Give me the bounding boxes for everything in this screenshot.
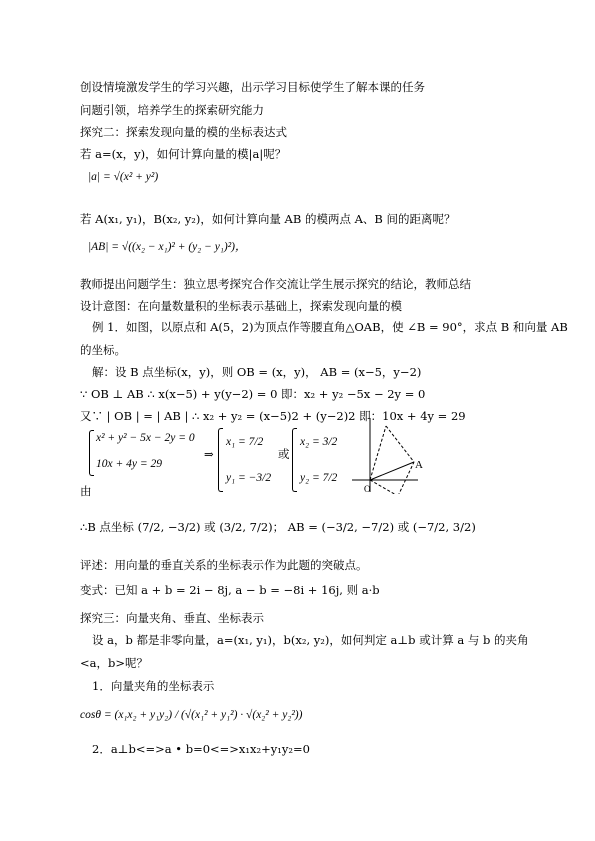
brace-left (89, 430, 94, 476)
solution-line: 又∵ | OB | = | AB | ∴ x₂ + y₂ = (x−5)2 + (y−2)2 即：10x + 4y = 29 (80, 409, 466, 423)
text-line: <a，b>呢？ (80, 656, 148, 670)
subheading: 1．向量夹角的坐标表示 (92, 679, 215, 693)
text-line: 的坐标。 (80, 343, 126, 357)
or-word: 或 (278, 447, 290, 461)
system-eq1: x² + y² − 5x − 2y = 0 (96, 432, 195, 444)
solution-x1: x₁ = 7/2 (226, 436, 264, 448)
text-line: 若 a=(x，y)，如何计算向量的模|a|呢？ (80, 147, 287, 161)
formula-vector-modulus: |a| = √(x² + y²) (88, 171, 159, 183)
text-line: 由 (80, 484, 92, 498)
solution-line: ∵ OB ⊥ AB ∴ x(x−5) + y(y−2) = 0 即：x₂ + y₂ −5x − 2y = 0 (80, 387, 426, 401)
segment-B1A (386, 426, 414, 462)
segment-OB1 (370, 426, 386, 480)
text-line: 评述：用向量的垂直关系的坐标表示作为此题的突破点。 (80, 558, 368, 572)
segment-B2A (398, 462, 414, 494)
variant-problem: 变式：已知 a + b = 2i − 8j, a − b = −8i + 16j, 则 a·b (80, 583, 380, 597)
example-statement: 例 1．如图，以原点和 A(5，2)为顶点作等腰直角△OAB，使 ∠B = 90°，求点 B 和向量 AB (92, 320, 568, 334)
label-A: A (415, 459, 423, 471)
text-line: 创设情境激发学生的学习兴趣，出示学习目标使学生了解本课的任务 (80, 80, 425, 94)
text-line: 设 a，b 都是非零向量，a=(x₁, y₁)，b(x₂, y₂)，如何判定 a⊥b 或计算 a 与 b 的夹角 (92, 633, 529, 647)
segment-OA (370, 462, 414, 480)
text-line: 若 A(x₁, y₁)，B(x₂, y₂)，如何计算向量 AB 的模两点 A、B 间的距离呢？ (80, 212, 456, 226)
implies-arrow: ⇒ (204, 447, 214, 461)
segment-OB2 (370, 480, 398, 494)
text-line: 教师提出问题学生：独立思考探究合作交流让学生展示探究的结论，教师总结 (80, 277, 471, 291)
solution-line: 解：设 B 点坐标(x，y)，则 OB = (x，y)， AB = (x−5，y−2) (92, 365, 422, 379)
brace-left (292, 428, 297, 492)
solution-line: ∴B 点坐标 (7/2, −3/2) 或 (3/2, 7/2)； AB = (−3/2, −7/2) 或 (−7/2, 3/2) (80, 520, 476, 534)
section-heading: 探究三：向量夹角、垂直、坐标表示 (80, 611, 264, 625)
text-line: 2．a⊥b<=>a • b=0<=>x₁x₂+y₁y₂=0 (92, 742, 310, 756)
section-heading: 探究二：探索发现向量的模的坐标表达式 (80, 125, 287, 139)
formula-distance: |AB| = √((x₂ − x₁)² + (y₂ − y₁)²)， (88, 241, 247, 253)
text-line: 问题引领，培养学生的探索研究能力 (80, 103, 264, 117)
solution-y2: y₂ = 7/2 (300, 472, 338, 484)
formula-cosine: cosθ = (x₁x₂ + y₁y₂) / (√(x₁² + y₁²) · √(x₂² + y₂²)) (80, 709, 303, 721)
system-eq2: 10x + 4y = 29 (96, 458, 162, 470)
solution-x2: x₂ = 3/2 (300, 436, 338, 448)
brace-left (218, 428, 223, 492)
text-line: 设计意图：在向量数量积的坐标表示基础上，探索发现向量的模 (80, 299, 402, 313)
solution-y1: y₁ = −3/2 (226, 472, 272, 484)
label-O: O (364, 484, 371, 494)
triangle-figure (348, 412, 428, 494)
